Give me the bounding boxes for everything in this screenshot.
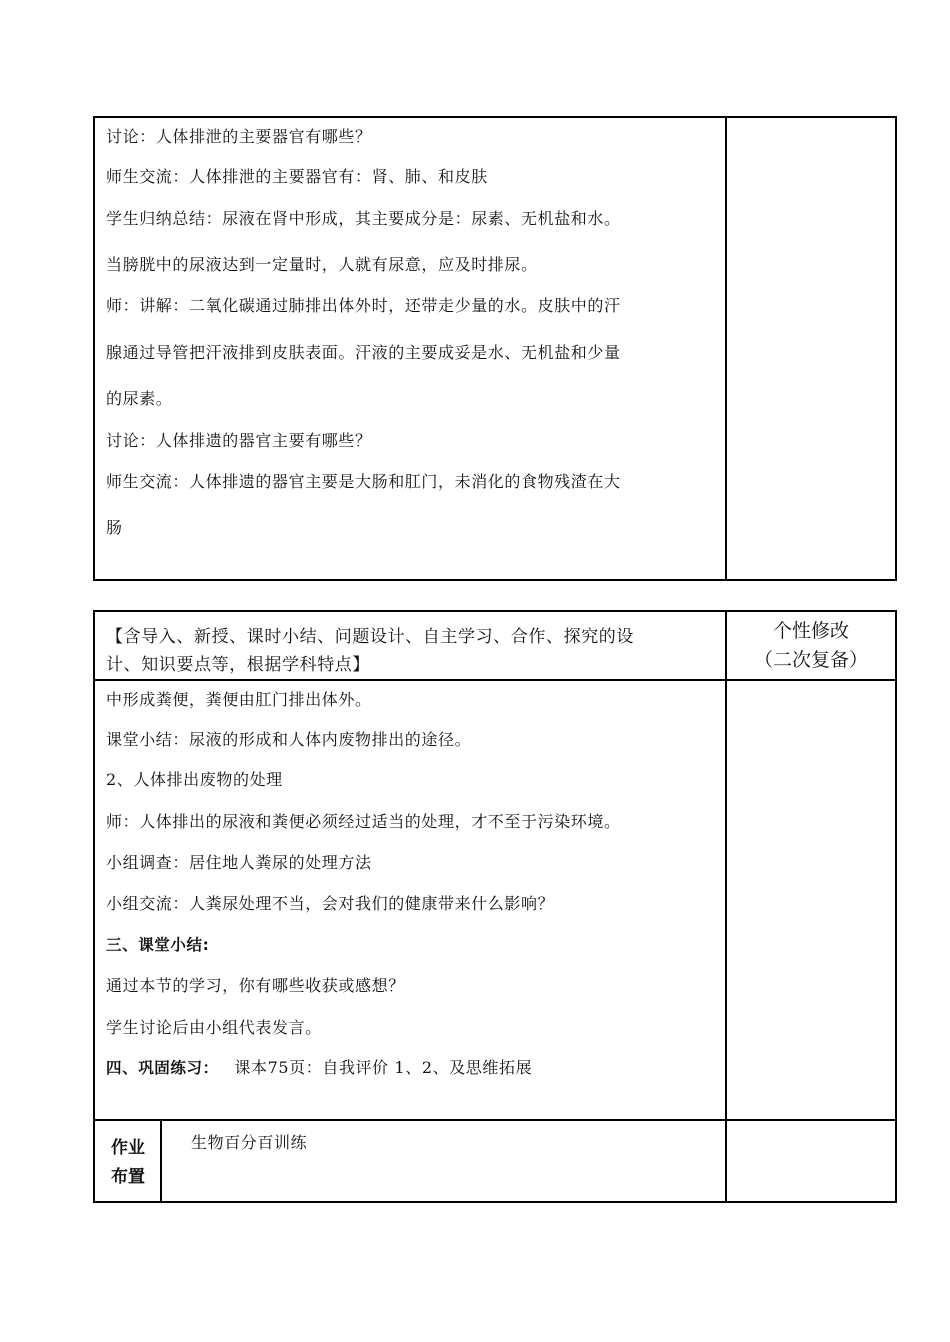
text-line: 通过本节的学习，你有哪些收获或感想？ bbox=[106, 976, 405, 995]
side-header-line2: （二次复备） bbox=[753, 649, 868, 671]
practice-label: 四、巩固练习： bbox=[106, 1059, 219, 1077]
text-line: 师生交流：人体排遗的器官主要是大肠和肛门，未消化的食物残渣在大 bbox=[106, 472, 621, 491]
homework-divider bbox=[95, 1119, 895, 1121]
text-line: 师：人体排出的尿液和粪便必须经过适当的处理，才不至于污染环境。 bbox=[106, 812, 621, 831]
text-line: 当膀胱中的尿液达到一定量时，人就有尿意，应及时排尿。 bbox=[106, 255, 538, 274]
homework-label-line2: 布置 bbox=[111, 1167, 145, 1187]
header-divider bbox=[95, 679, 895, 681]
text-line: 腺通过导管把汗液排到皮肤表面。汗液的主要成妥是水、无机盐和少量 bbox=[106, 343, 621, 362]
column-divider bbox=[725, 118, 727, 579]
text-line: 学生归纳总结：尿液在肾中形成，其主要成分是：尿素、无机盐和水。 bbox=[106, 209, 621, 228]
text-line: 讨论：人体排遗的器官主要有哪些？ bbox=[106, 431, 372, 450]
lesson-table-continued bbox=[93, 116, 897, 581]
lesson-table bbox=[93, 610, 897, 1203]
text-line: 课堂小结：尿液的形成和人体内废物排出的途径。 bbox=[106, 730, 472, 749]
homework-label-line1: 作业 bbox=[111, 1138, 145, 1158]
text-line: 师生交流：人体排泄的主要器官有：肾、肺、和皮肤 bbox=[106, 167, 488, 186]
side-header-line1: 个性修改 bbox=[772, 620, 849, 642]
text-line: 的尿素。 bbox=[106, 389, 173, 408]
text-line: 中形成粪便，粪便由肛门排出体外。 bbox=[106, 690, 372, 709]
text-line: 师：讲解：二氧化碳通过肺排出体外时，还带走少量的水。皮肤中的汗 bbox=[106, 296, 621, 315]
homework-label bbox=[95, 1134, 161, 1192]
column-divider bbox=[725, 612, 727, 1201]
section-heading: 三、课堂小结: bbox=[106, 936, 210, 954]
side-header bbox=[727, 617, 895, 675]
practice-text: 课本75页：自我评价 1、2、及思维拓展 bbox=[234, 1058, 533, 1077]
text-line: 小组调查：居住地人粪尿的处理方法 bbox=[106, 853, 372, 872]
section-heading: 2、人体排出废物的处理 bbox=[106, 770, 283, 789]
text-line: 讨论：人体排泄的主要器官有哪些？ bbox=[106, 127, 372, 146]
header-text-line2: 计、知识要点等，根据学科特点】 bbox=[106, 655, 370, 675]
header-text-line1: 【含导入、新授、课时小结、问题设计、自主学习、合作、探究的设 bbox=[106, 627, 634, 647]
text-line: 学生讨论后由小组代表发言。 bbox=[106, 1018, 322, 1037]
text-line: 小组交流：人粪尿处理不当，会对我们的健康带来什么影响？ bbox=[106, 894, 555, 913]
practice-line bbox=[106, 1055, 532, 1078]
text-line: 肠 bbox=[106, 518, 123, 537]
homework-text: 生物百分百训练 bbox=[191, 1133, 308, 1152]
